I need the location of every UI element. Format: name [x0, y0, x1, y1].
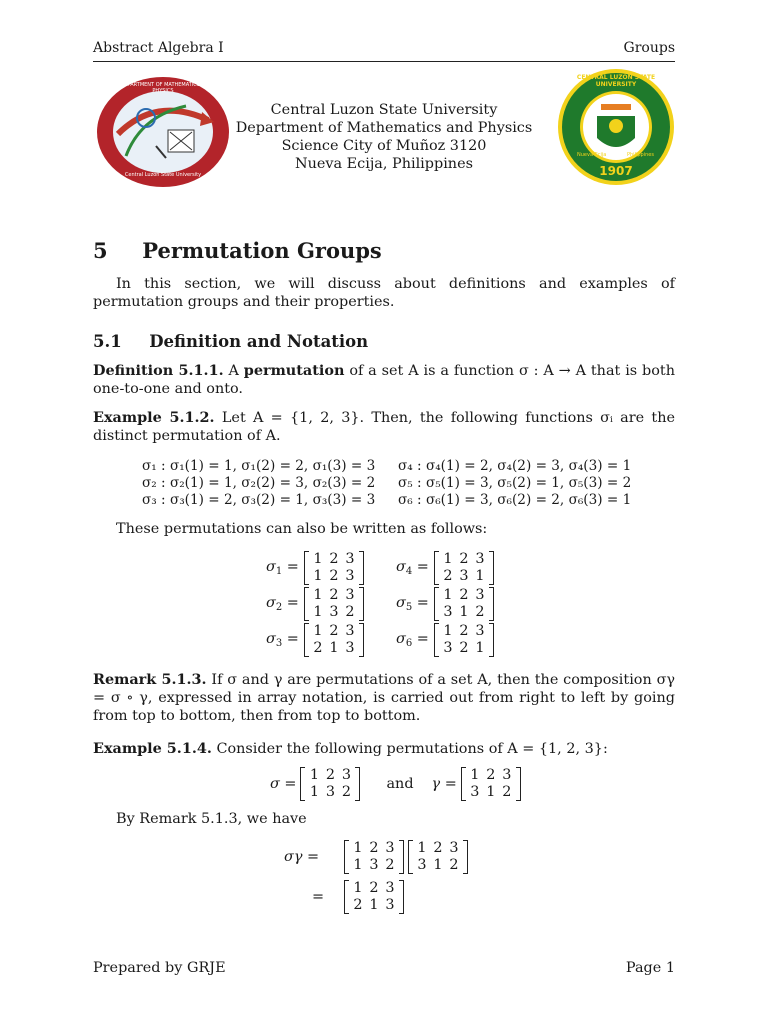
example-text: Consider the following permutations of A = {1, 2, 3}: — [216, 741, 608, 757]
permutation-definition: σ₁ : σ₁(1) = 1, σ₁(2) = 2, σ₁(3) = 3 — [142, 458, 376, 474]
matrix-cell: 1 — [443, 551, 453, 567]
remark-label: Remark 5.1.3. — [93, 671, 207, 688]
matrix-grid — [466, 767, 516, 801]
permutation-array — [396, 623, 494, 657]
right-bracket — [359, 551, 364, 585]
matrix-cell: 3 — [345, 587, 355, 603]
composition-gamma-matrix — [408, 840, 468, 874]
permutation-definition: σ₂ : σ₂(1) = 1, σ₂(2) = 3, σ₂(3) = 2 — [142, 475, 376, 491]
matrix-cell: 1 — [329, 640, 339, 656]
matrix-grid — [349, 840, 399, 874]
right-bracket — [399, 840, 404, 874]
matrix-cell: 3 — [459, 568, 469, 584]
matrix-cell: 1 — [353, 857, 363, 873]
example-5-1-2 — [93, 409, 675, 445]
gamma-matrix — [461, 767, 521, 801]
matrix-cell: 2 — [353, 897, 363, 913]
matrix-cell: 2 — [459, 640, 469, 656]
right-bracket — [355, 767, 360, 801]
footer-right: Page 1 — [625, 960, 675, 976]
permutation-array — [266, 551, 364, 585]
array-subscript: 1 — [275, 566, 283, 577]
matrix-cell: 3 — [475, 623, 485, 639]
matrix-cell: 2 — [329, 623, 339, 639]
array-symbol: σ — [396, 559, 406, 575]
array-label — [396, 631, 434, 649]
matrix-cell: 2 — [433, 840, 443, 856]
permutation-array — [266, 587, 364, 621]
matrix-cell: 1 — [313, 551, 323, 567]
university-seal — [557, 68, 675, 186]
right-bracket — [489, 551, 494, 585]
permutation-array — [266, 623, 364, 657]
right-bracket — [399, 880, 404, 914]
equals-sign: = — [311, 889, 325, 905]
section-heading — [93, 238, 382, 263]
array-matrix — [304, 587, 364, 621]
matrix-grid — [349, 880, 399, 914]
matrix-cell: 1 — [443, 623, 453, 639]
permutation-definition: σ₃ : σ₃(1) = 2, σ₃(2) = 1, σ₃(3) = 3 — [142, 492, 376, 508]
remark-5-1-3 — [93, 671, 675, 725]
institution-line-3: Science City of Muñoz 3120 — [281, 138, 487, 154]
array-label — [396, 595, 434, 613]
sigma-label: σ = — [270, 776, 297, 792]
matrix-cell: 2 — [385, 857, 395, 873]
permutation-list-right — [398, 458, 631, 509]
matrix-cell: 3 — [385, 880, 395, 896]
matrix-cell: 1 — [417, 840, 427, 856]
seal-bottom-right: Philippines — [627, 152, 654, 158]
matrix-cell: 2 — [459, 623, 469, 639]
equals-sign: = — [282, 631, 299, 647]
matrix-cell: 1 — [309, 767, 320, 783]
section-title: Permutation Groups — [142, 238, 382, 263]
matrix-cell: 1 — [470, 767, 480, 783]
array-matrix — [434, 551, 494, 585]
array-subscript: 4 — [405, 566, 413, 577]
matrix-cell: 3 — [385, 897, 395, 913]
matrix-cell: 1 — [443, 587, 453, 603]
seal-year: 1907 — [599, 164, 633, 178]
matrix-cell: 2 — [313, 640, 323, 656]
array-symbol: σ — [266, 631, 276, 647]
department-logo-sublabel: Central Luzon State University — [124, 172, 202, 178]
array-subscript: 5 — [405, 602, 413, 613]
matrix-cell: 1 — [313, 568, 323, 584]
array-matrix — [434, 587, 494, 621]
gamma-label: γ = — [431, 776, 457, 792]
matrix-cell: 2 — [486, 767, 496, 783]
example-label: Example 5.1.2. — [93, 409, 215, 426]
definition-term: permutation — [243, 362, 345, 379]
example-text: Let A = {1, 2, 3}. Then, the following functions σᵢ are the distinct permutation of A. — [93, 410, 676, 444]
definition-label: Definition 5.1.1. — [93, 362, 224, 379]
definition-5-1-1 — [93, 362, 675, 398]
remark-text: If σ and γ are permutations of a set A, then the composition σγ = σ ∘ γ, expressed in array notation, is carried out from right to left by going from top to bottom, then from top to bottom. — [93, 672, 675, 724]
matrix-cell: 1 — [353, 840, 363, 856]
matrix-cell: 1 — [313, 587, 323, 603]
matrix-cell: 2 — [369, 880, 379, 896]
matrix-cell: 2 — [341, 784, 352, 800]
matrix-cell: 2 — [449, 857, 459, 873]
matrix-cell: 2 — [475, 604, 485, 620]
institution-line-2: Department of Mathematics and Physics — [235, 120, 533, 136]
array-label — [266, 559, 304, 577]
by-remark-text: By Remark 5.1.3, we have — [116, 811, 307, 827]
matrix-cell: 3 — [345, 551, 355, 567]
matrix-grid — [413, 840, 463, 874]
permutation-definition: σ₄ : σ₄(1) = 2, σ₄(2) = 3, σ₄(3) = 1 — [398, 458, 632, 474]
matrix-cell: 2 — [325, 767, 336, 783]
subsection-number: 5.1 — [93, 332, 122, 351]
right-bracket — [489, 587, 494, 621]
array-symbol: σ — [396, 595, 406, 611]
header-rule — [93, 61, 675, 62]
matrix-cell: 3 — [329, 604, 339, 620]
matrix-cell: 3 — [385, 840, 395, 856]
section-intro: In this section, we will discuss about definitions and examples of permutation groups and their properties. — [93, 276, 675, 310]
institution-line-4: Nueva Ecija, Philippines — [295, 156, 473, 172]
array-subscript: 3 — [275, 638, 283, 649]
department-logo — [96, 76, 230, 188]
matrix-cell: 2 — [369, 840, 379, 856]
right-bracket — [359, 587, 364, 621]
matrix-cell: 3 — [475, 587, 485, 603]
composition-label: σγ = — [284, 849, 320, 865]
matrix-cell: 3 — [325, 784, 336, 800]
permutation-definition: σ₅ : σ₅(1) = 3, σ₅(2) = 1, σ₅(3) = 2 — [398, 475, 632, 491]
result-matrix — [344, 880, 404, 914]
definition-pre: A — [228, 363, 239, 379]
footer-left: Prepared by GRJE — [93, 960, 226, 976]
matrix-cell: 1 — [475, 640, 485, 656]
permutation-list-left — [142, 458, 375, 509]
right-bracket — [463, 840, 468, 874]
sigma-matrix — [300, 767, 360, 801]
equals-sign: = — [412, 631, 429, 647]
matrix-grid — [305, 767, 355, 801]
matrix-cell: 2 — [345, 604, 355, 620]
matrix-grid — [439, 551, 489, 585]
matrix-cell: 2 — [502, 784, 512, 800]
permutation-array — [396, 551, 494, 585]
matrix-cell: 3 — [417, 857, 427, 873]
array-matrix — [304, 551, 364, 585]
matrix-cell: 3 — [449, 840, 459, 856]
matrix-cell: 3 — [369, 857, 379, 873]
subsection-heading — [93, 332, 368, 351]
seal-bottom-left: Nueva Ecija — [577, 152, 607, 158]
example-label: Example 5.1.4. — [93, 740, 212, 757]
array-symbol: σ — [266, 559, 276, 575]
permutation-array — [396, 587, 494, 621]
equals-sign: = — [412, 595, 429, 611]
running-header-left: Abstract Algebra I — [93, 40, 224, 56]
matrix-cell: 3 — [475, 551, 485, 567]
right-bracket — [489, 623, 494, 657]
institution-line-1: Central Luzon State University — [270, 102, 498, 118]
seal-ring-text: CENTRAL LUZON STATE UNIVERSITY — [576, 74, 656, 88]
running-header-right: Groups — [623, 40, 675, 56]
and-word: and — [386, 776, 414, 792]
definition-text: of a set A is a function σ : A → A that is both one-to-one and onto. — [93, 363, 675, 397]
composition-line — [284, 840, 468, 874]
matrix-cell: 1 — [313, 623, 323, 639]
array-subscript: 2 — [275, 602, 283, 613]
matrix-cell: 3 — [443, 604, 453, 620]
result-line — [284, 880, 404, 914]
array-symbol: σ — [266, 595, 276, 611]
array-label — [266, 631, 304, 649]
matrix-cell: 1 — [459, 604, 469, 620]
matrix-cell: 1 — [369, 897, 379, 913]
matrix-cell: 3 — [502, 767, 512, 783]
array-label — [266, 595, 304, 613]
matrix-cell: 1 — [433, 857, 443, 873]
equals-sign: = — [282, 559, 299, 575]
array-matrix — [304, 623, 364, 657]
right-bracket — [516, 767, 521, 801]
matrix-cell: 2 — [329, 551, 339, 567]
matrix-cell: 3 — [341, 767, 352, 783]
array-label — [396, 559, 434, 577]
array-matrix — [434, 623, 494, 657]
matrix-cell: 1 — [309, 784, 320, 800]
matrix-cell: 2 — [459, 587, 469, 603]
matrix-cell: 2 — [329, 568, 339, 584]
matrix-cell: 3 — [345, 568, 355, 584]
matrix-grid — [309, 551, 359, 585]
matrix-grid — [309, 587, 359, 621]
institution-block — [233, 101, 535, 173]
matrix-cell: 1 — [353, 880, 363, 896]
matrix-cell: 3 — [470, 784, 480, 800]
matrix-cell: 3 — [345, 623, 355, 639]
equals-sign: = — [282, 595, 299, 611]
department-logo-label: DEPARTMENT OF MATHEMATICS & PHYSICS — [120, 82, 206, 94]
matrix-cell: 2 — [443, 568, 453, 584]
subsection-title: Definition and Notation — [149, 332, 369, 351]
matrix-cell: 3 — [345, 640, 355, 656]
matrix-grid — [309, 623, 359, 657]
matrix-cell: 2 — [329, 587, 339, 603]
array-intro: These permutations can also be written as follows: — [116, 521, 488, 537]
matrix-grid — [439, 587, 489, 621]
matrix-grid — [439, 623, 489, 657]
right-bracket — [359, 623, 364, 657]
matrix-cell: 1 — [475, 568, 485, 584]
equals-sign: = — [412, 559, 429, 575]
example-5-1-4 — [93, 740, 608, 758]
matrix-cell: 2 — [459, 551, 469, 567]
matrix-cell: 1 — [486, 784, 496, 800]
matrix-cell: 1 — [313, 604, 323, 620]
array-subscript: 6 — [405, 638, 413, 649]
composition-sigma-matrix — [344, 840, 404, 874]
matrix-cell: 3 — [443, 640, 453, 656]
array-symbol: σ — [396, 631, 406, 647]
example-permutation-pair — [270, 767, 521, 801]
permutation-definition: σ₆ : σ₆(1) = 3, σ₆(2) = 2, σ₆(3) = 1 — [398, 492, 632, 508]
section-number: 5 — [93, 238, 108, 263]
